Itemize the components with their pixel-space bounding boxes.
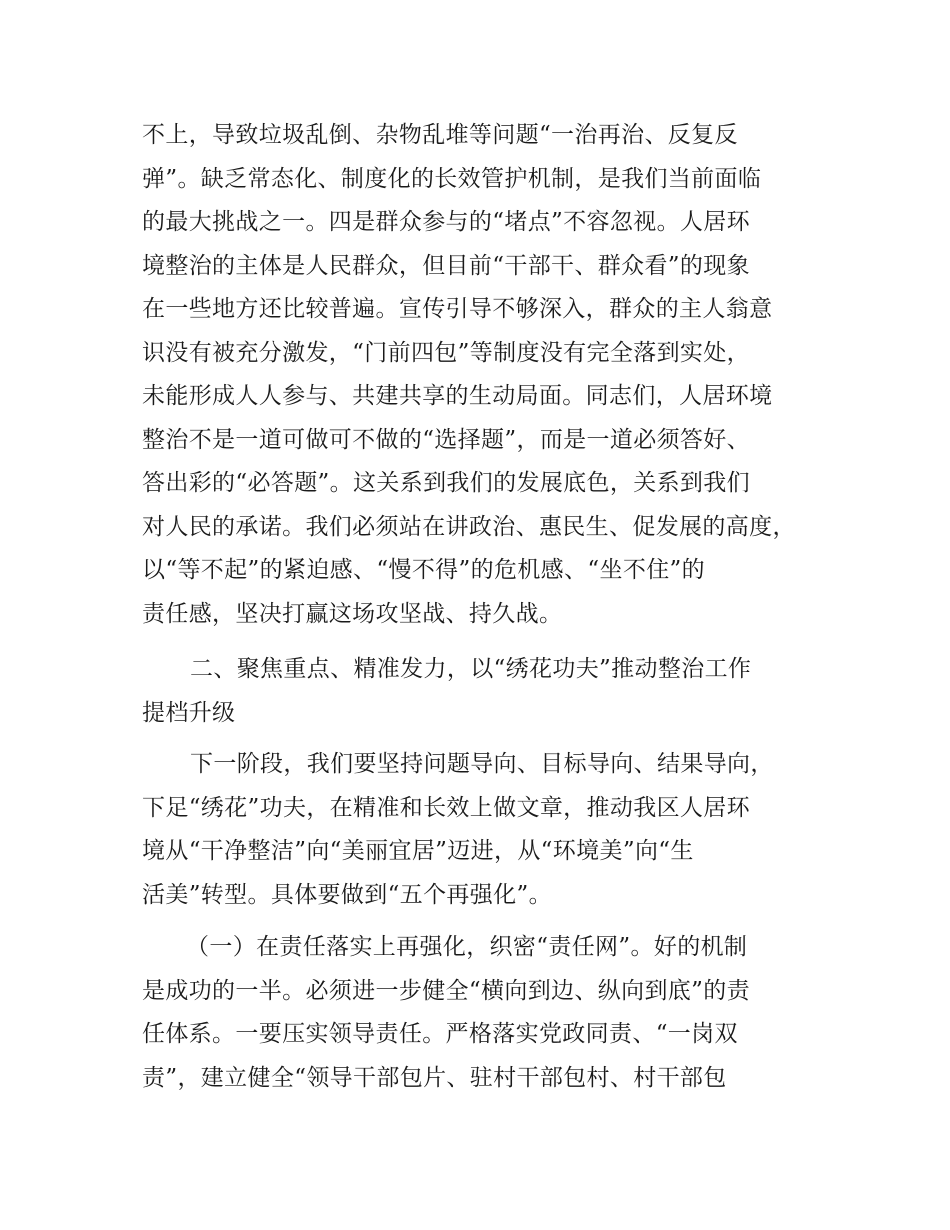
- heading-line: 提档升级: [142, 699, 236, 726]
- paragraph-next-stage: [142, 743, 832, 917]
- text-line: 不上，导致垃圾乱倒、杂物乱堆等问题“一治再治、反复反: [142, 122, 738, 148]
- text-line: 对人民的承诺。我们必须站在讲政治、惠民生、促发展的高度，: [142, 513, 796, 540]
- text-line: 答出彩的“必答题”。这关系到我们的发展底色，关系到我们: [142, 470, 750, 496]
- text-line: 的最大挑战之一。四是群众参与的“堵点”不容忽视。人居环: [142, 209, 750, 235]
- text-line: 下一阶段，我们要坚持问题导向、目标导向、结果导向，: [190, 751, 774, 777]
- text-line: 识没有被充分激发，“门前四包”等制度没有完全落到实处，: [142, 339, 750, 366]
- text-line: （一）在责任落实上再强化，织密“责任网”。好的机制: [186, 934, 748, 960]
- text-line: 整治不是一道可做可不做的“选择题”，而是一道必须答好、: [142, 426, 750, 453]
- paragraph-continuation: [142, 114, 832, 636]
- text-line: 是成功的一半。必须进一步健全“横向到边、纵向到底”的责: [142, 977, 750, 1004]
- text-line: 活美”转型。具体要做到“五个再强化”。: [142, 881, 552, 908]
- text-line: 境从“干净整洁”向“美丽宜居”迈进，从“环境美”向“生: [142, 838, 694, 864]
- text-line: 责任感，坚决打赢这场攻坚战、持久战。: [142, 600, 563, 627]
- text-line: 境整治的主体是人民群众，但目前“干部干、群众看”的现象: [142, 252, 750, 279]
- paragraph-responsibility: [142, 926, 832, 1100]
- text-line: 任体系。一要压实领导责任。严格落实党政同责、“一岗双: [142, 1021, 738, 1047]
- text-line: 以“等不起”的紧迫感、“慢不得”的危机感、“坐不住”的: [142, 557, 705, 583]
- text-line: 弹”。缺乏常态化、制度化的长效管护机制，是我们当前面临: [142, 165, 762, 192]
- text-line: 在一些地方还比较普遍。宣传引导不够深入，群众的主人翁意: [142, 296, 773, 322]
- heading-line: 二、聚焦重点、精准发力，以“绣花功夫”推动整治工作: [190, 656, 752, 682]
- section-heading: [142, 648, 832, 735]
- text-line: 责”，建立健全“领导干部包片、驻村干部包村、村干部包: [142, 1064, 727, 1091]
- text-line: 未能形成人人参与、共建共享的生动局面。同志们，人居环境: [142, 383, 773, 409]
- text-line: 下足“绣花”功夫，在精准和长效上做文章，推动我区人居环: [142, 794, 750, 821]
